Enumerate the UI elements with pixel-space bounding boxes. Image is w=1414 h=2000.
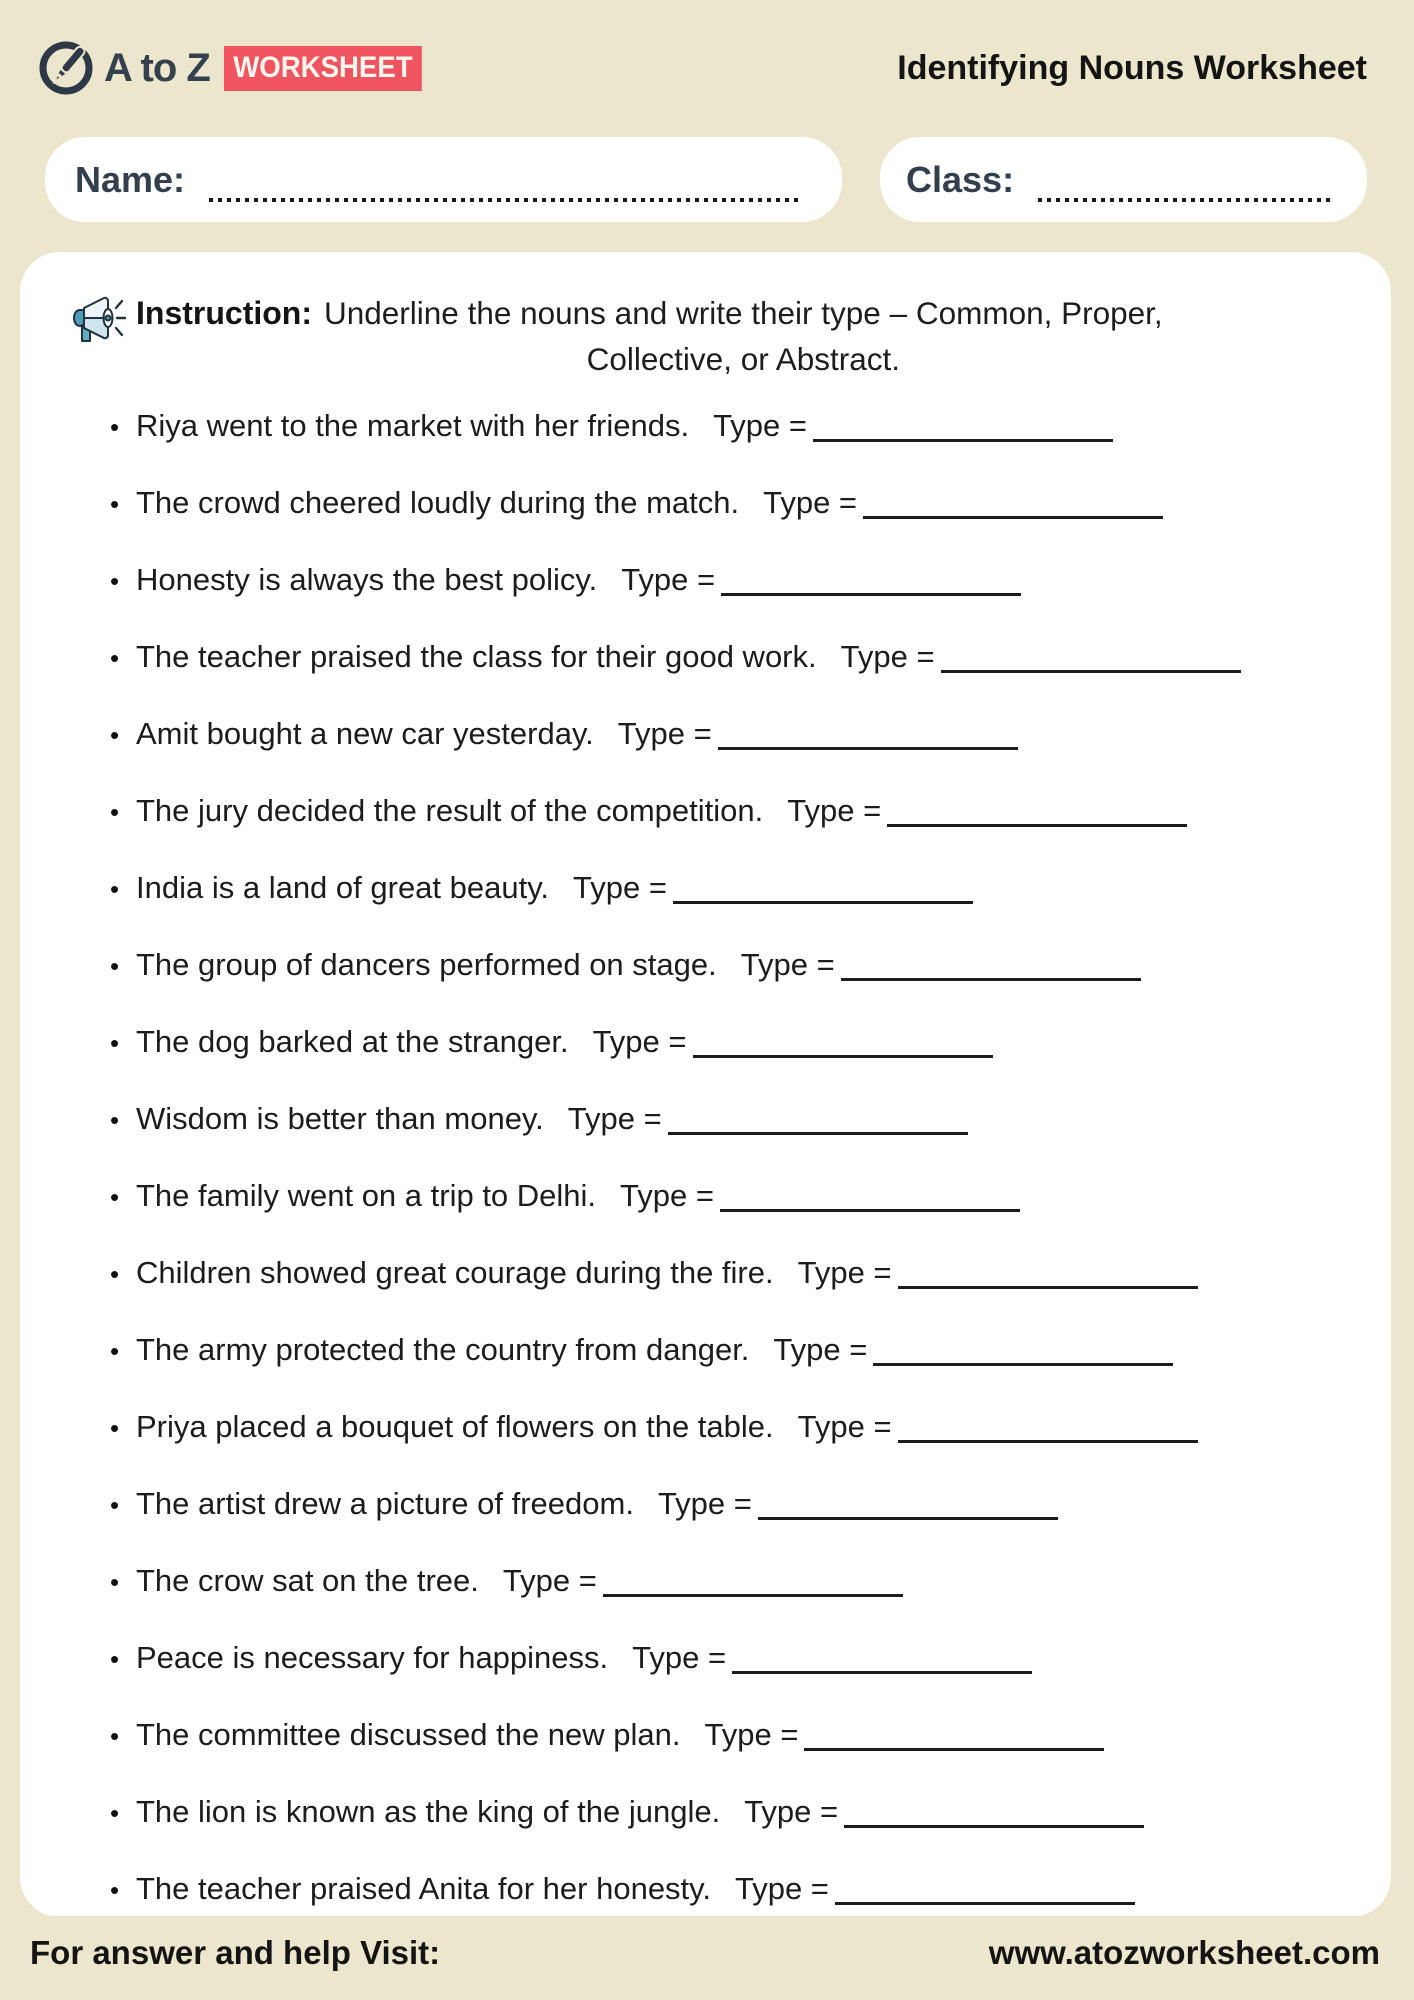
list-item (110, 716, 1355, 753)
instruction-label: Instruction: (136, 295, 312, 331)
type-answer-blank[interactable] (758, 1517, 1058, 1520)
type-answer-blank[interactable] (873, 1363, 1173, 1366)
header (0, 0, 1414, 96)
item-type-label: Type = (797, 1255, 892, 1290)
brand-badge: WORKSHEET (224, 46, 422, 91)
item-sentence: Honesty is always the best policy. (136, 562, 598, 597)
item-sentence: The army protected the country from danger. (136, 1332, 750, 1367)
type-answer-blank[interactable] (732, 1671, 1032, 1674)
bullet-icon: • (110, 566, 120, 596)
bullet-icon: • (110, 1259, 120, 1289)
type-answer-blank[interactable] (941, 670, 1241, 673)
type-answer-blank[interactable] (720, 1209, 1020, 1212)
bullet-icon: • (110, 720, 120, 750)
list-item (110, 485, 1355, 522)
type-answer-blank[interactable] (603, 1594, 903, 1597)
type-answer-blank[interactable] (844, 1825, 1144, 1828)
type-answer-blank[interactable] (668, 1132, 968, 1135)
item-type-label: Type = (621, 562, 716, 597)
item-sentence: The jury decided the result of the competition. (136, 793, 764, 828)
item-sentence: Wisdom is better than money. (136, 1101, 544, 1136)
class-field (880, 137, 1367, 222)
name-label: Name: (75, 158, 186, 200)
bullet-icon: • (110, 951, 120, 981)
bullet-icon: • (110, 874, 120, 904)
item-sentence: The teacher praised the class for their good work. (136, 639, 817, 674)
bullet-icon: • (110, 1336, 120, 1366)
item-type-label: Type = (744, 1794, 839, 1829)
list-item (110, 1178, 1355, 1215)
item-type-label: Type = (840, 639, 935, 674)
item-sentence: India is a land of great beauty. (136, 870, 550, 905)
item-type-label: Type = (617, 716, 712, 751)
bullet-icon: • (110, 412, 120, 442)
brand-name: A to Z (104, 45, 210, 90)
bullet-icon: • (110, 489, 120, 519)
item-type-label: Type = (567, 1101, 662, 1136)
item-sentence: Children showed great courage during the fire. (136, 1255, 774, 1290)
type-answer-blank[interactable] (813, 439, 1113, 442)
list-item (110, 1563, 1355, 1600)
type-answer-blank[interactable] (841, 978, 1141, 981)
class-fill-line[interactable] (1038, 198, 1335, 202)
name-fill-line[interactable] (209, 198, 798, 202)
list-item (110, 947, 1355, 984)
list-item (110, 1332, 1355, 1369)
list-item (110, 793, 1355, 830)
item-type-label: Type = (657, 1486, 752, 1521)
type-answer-blank[interactable] (887, 824, 1187, 827)
list-item (110, 1717, 1355, 1754)
item-type-label: Type = (773, 1332, 868, 1367)
item-sentence: Priya placed a bouquet of flowers on the table. (136, 1409, 774, 1444)
list-item (110, 1486, 1355, 1523)
pen-circle-logo-icon (38, 40, 94, 96)
list-item (110, 1255, 1355, 1292)
list-item (110, 1024, 1355, 1061)
worksheet-card (20, 252, 1391, 1917)
item-sentence: The committee discussed the new plan. (136, 1717, 681, 1752)
type-answer-blank[interactable] (804, 1748, 1104, 1751)
bullet-icon: • (110, 1798, 120, 1828)
item-sentence: Amit bought a new car yesterday. (136, 716, 594, 751)
bullet-icon: • (110, 1182, 120, 1212)
list-item (110, 639, 1355, 676)
type-answer-blank[interactable] (693, 1055, 993, 1058)
type-answer-blank[interactable] (673, 901, 973, 904)
type-answer-blank[interactable] (835, 1902, 1135, 1905)
type-answer-blank[interactable] (721, 593, 1021, 596)
list-item (110, 562, 1355, 599)
item-sentence: The artist drew a picture of freedom. (136, 1486, 634, 1521)
bullet-icon: • (110, 1028, 120, 1058)
student-fields (45, 137, 1367, 222)
type-answer-blank[interactable] (718, 747, 1018, 750)
item-sentence: The family went on a trip to Delhi. (136, 1178, 597, 1213)
item-type-label: Type = (787, 793, 882, 828)
instruction-line-2: Collective, or Abstract. (586, 341, 901, 377)
bullet-icon: • (110, 797, 120, 827)
sentence-list (20, 408, 1391, 1908)
page-title: Identifying Nouns Worksheet (897, 48, 1367, 87)
item-sentence: The crow sat on the tree. (136, 1563, 479, 1598)
footer-help-text: For answer and help Visit: (30, 1934, 441, 1971)
type-answer-blank[interactable] (898, 1286, 1198, 1289)
footer-website-link[interactable]: www.atozworksheet.com (988, 1934, 1380, 1971)
bullet-icon: • (110, 1875, 120, 1905)
type-answer-blank[interactable] (898, 1440, 1198, 1443)
list-item (110, 870, 1355, 907)
bullet-icon: • (110, 1721, 120, 1751)
instruction-block (20, 290, 1391, 382)
bullet-icon: • (110, 643, 120, 673)
instruction-line-1: Underline the nouns and write their type – Common, Proper, (323, 295, 1163, 331)
type-answer-blank[interactable] (863, 516, 1163, 519)
bullet-icon: • (110, 1644, 120, 1674)
list-item (110, 1409, 1355, 1446)
item-type-label: Type = (797, 1409, 892, 1444)
item-sentence: Peace is necessary for happiness. (136, 1640, 609, 1675)
class-label: Class: (906, 158, 1015, 200)
list-item (110, 1640, 1355, 1677)
bullet-icon: • (110, 1490, 120, 1520)
instruction-text (324, 290, 1163, 382)
item-type-label: Type = (704, 1717, 799, 1752)
list-item (110, 1101, 1355, 1138)
item-sentence: The crowd cheered loudly during the match. (136, 485, 740, 520)
item-type-label: Type = (592, 1024, 687, 1059)
name-field (45, 137, 842, 222)
megaphone-icon (72, 292, 126, 350)
item-type-label: Type = (620, 1178, 714, 1213)
brand-logo (38, 40, 439, 96)
bullet-icon: • (110, 1567, 120, 1597)
item-type-label: Type = (763, 485, 858, 520)
item-type-label: Type = (573, 870, 667, 905)
item-type-label: Type = (502, 1563, 597, 1598)
item-sentence: The teacher praised Anita for her honesty. (136, 1871, 711, 1906)
item-type-label: Type = (713, 408, 808, 443)
item-type-label: Type = (740, 947, 835, 982)
item-sentence: The group of dancers performed on stage. (136, 947, 717, 982)
list-item (110, 408, 1355, 445)
item-sentence: The dog barked at the stranger. (136, 1024, 569, 1059)
bullet-icon: • (110, 1413, 120, 1443)
item-sentence: Riya went to the market with her friends. (136, 408, 690, 443)
footer (0, 1916, 1414, 2000)
item-type-label: Type = (734, 1871, 829, 1906)
list-item (110, 1871, 1355, 1908)
item-type-label: Type = (632, 1640, 727, 1675)
bullet-icon: • (110, 1105, 120, 1135)
list-item (110, 1794, 1355, 1831)
item-sentence: The lion is known as the king of the jungle. (136, 1794, 721, 1829)
